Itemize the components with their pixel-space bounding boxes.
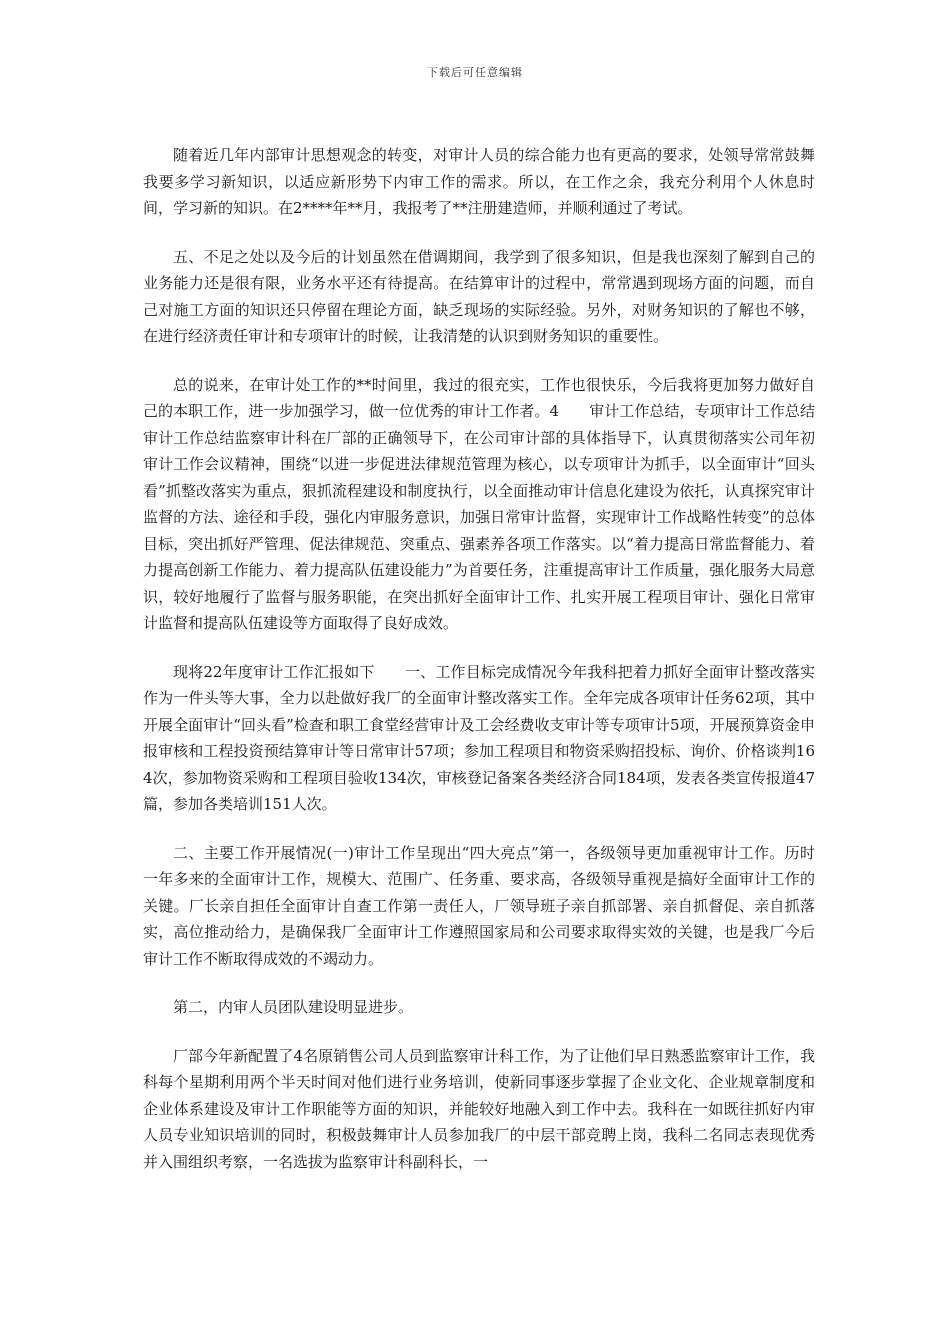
paragraph-highlights: 二、主要工作开展情况(一)审计工作呈现出“四大亮点”第一，各级领导更加重视审计工作。历时一年多来的全面审计工作，规模大、范围广、任务重、要求高，各级领导重视是搞好全面审计工作的关键。厂长亲自担任全面审计自查工作第一责任人，厂领导班子亲自抓部署、亲自抓督促、亲自抓落实，高位推动给力，是确保我厂全面审计工作遵照国家局和公司要求取得实效的关键，也是我厂今后审计工作不断取得成效的不竭动力。 [143,843,815,968]
paragraph-summary: 总的说来，在审计处工作的**时间里，我过的很充实，工作也很快乐，今后我将更加努力做好自己的本职工作，进一步加强学习，做一位优秀的审计工作者。4 审计工作总结，专项审计工作总结 审计工作总结监察审计科在厂部的正确领导下，在公司审计部的具体指导下，认真贯彻落实公司年初审计工作会议精神，围绕“以进一步促进法律规范管理为核心，以专项审计为抓手，以全面审计“回头看”抓整改落实为重点，狠抓流程建设和制度执行，以全面推动审计信息化建设为依托，认真探究审计监督的方法、途径和手段，强化内审服务意识，加强日常审计监督，实现审计工作战略性转变”的总体目标，突出抓好严管理、促法律规范、突重点、强素养各项工作落实。以“着力提高日常监督能力、着力提高创新工作能力、着力提高队伍建设能力”为首要任务，注重提高审计工作质量，强化服务大局意识，较好地履行了监督与服务职能，在突出抓好全面审计工作、扎实开展工程项目审计、强化日常审计监督和提高队伍建设等方面取得了良好成效。 [143,375,846,632]
page-header: 下载后可任意编辑 [427,66,523,79]
document-body [143,142,846,1197]
paragraph-shortcomings: 五、不足之处以及今后的计划虽然在借调期间，我学到了很多知识，但是我也深刻了解到自己的业务能力还是很有限，业务水平还有待提高。在结算审计的过程中，常常遇到现场方面的问题，而自己对施工方面的知识还只停留在理论方面，缺乏现场的实际经验。另外，对财务知识的了解也不够，在进行经济责任审计和专项审计的时候，让我清楚的认识到财务知识的重要性。 [143,247,815,345]
paragraph-team-progress: 第二，内审人员团队建设明显进步。 [173,998,414,1016]
paragraph-training: 厂部今年新配置了4名原销售公司人员到监察审计科工作，为了让他们早日熟悉监察审计工作，我科每个星期利用两个半天时间对他们进行业务培训，使新同事逐步掌握了企业文化、企业规章制度和企业体系建设及审计工作职能等方面的知识，并能较好地融入到工作中去。我科在一如既往抓好内审人员专业知识培训的同时，积极鼓舞审计人员参加我厂的中层干部竞聘上岗，我科二名同志表现优秀并入围组织考察，一名选拔为监察审计科副科长，一 [143,1046,815,1171]
paragraph-self-study: 随着近几年内部审计思想观念的转变，对审计人员的综合能力也有更高的要求，处领导常常鼓舞我要多学习新知识，以适应新形势下内审工作的需求。所以，在工作之余，我充分利用个人休息时间，学习新的知识。在2****年**月，我报考了**注册建造师，并顺利通过了考试。 [143,146,815,217]
paragraph-work-goals: 现将22年度审计工作汇报如下 一、工作目标完成情况今年我科把着力抓好全面审计整改落实作为一件头等大事，全力以赴做好我厂的全面审计整改落实工作。全年完成各项审计任务62项，其中开展全面审计“回头看”检查和职工食堂经营审计及工会经费收支审计等专项审计5项，开展预算资金申报审核和工程投资预结算审计等日常审计57项；参加工程项目和物资采购招投标、询价、价格谈判164次，参加物资采购和工程项目验收134次，审核登记备案各类经济合同184项，发表各类宣传报道47篇，参加各类培训151人次。 [143,662,815,813]
